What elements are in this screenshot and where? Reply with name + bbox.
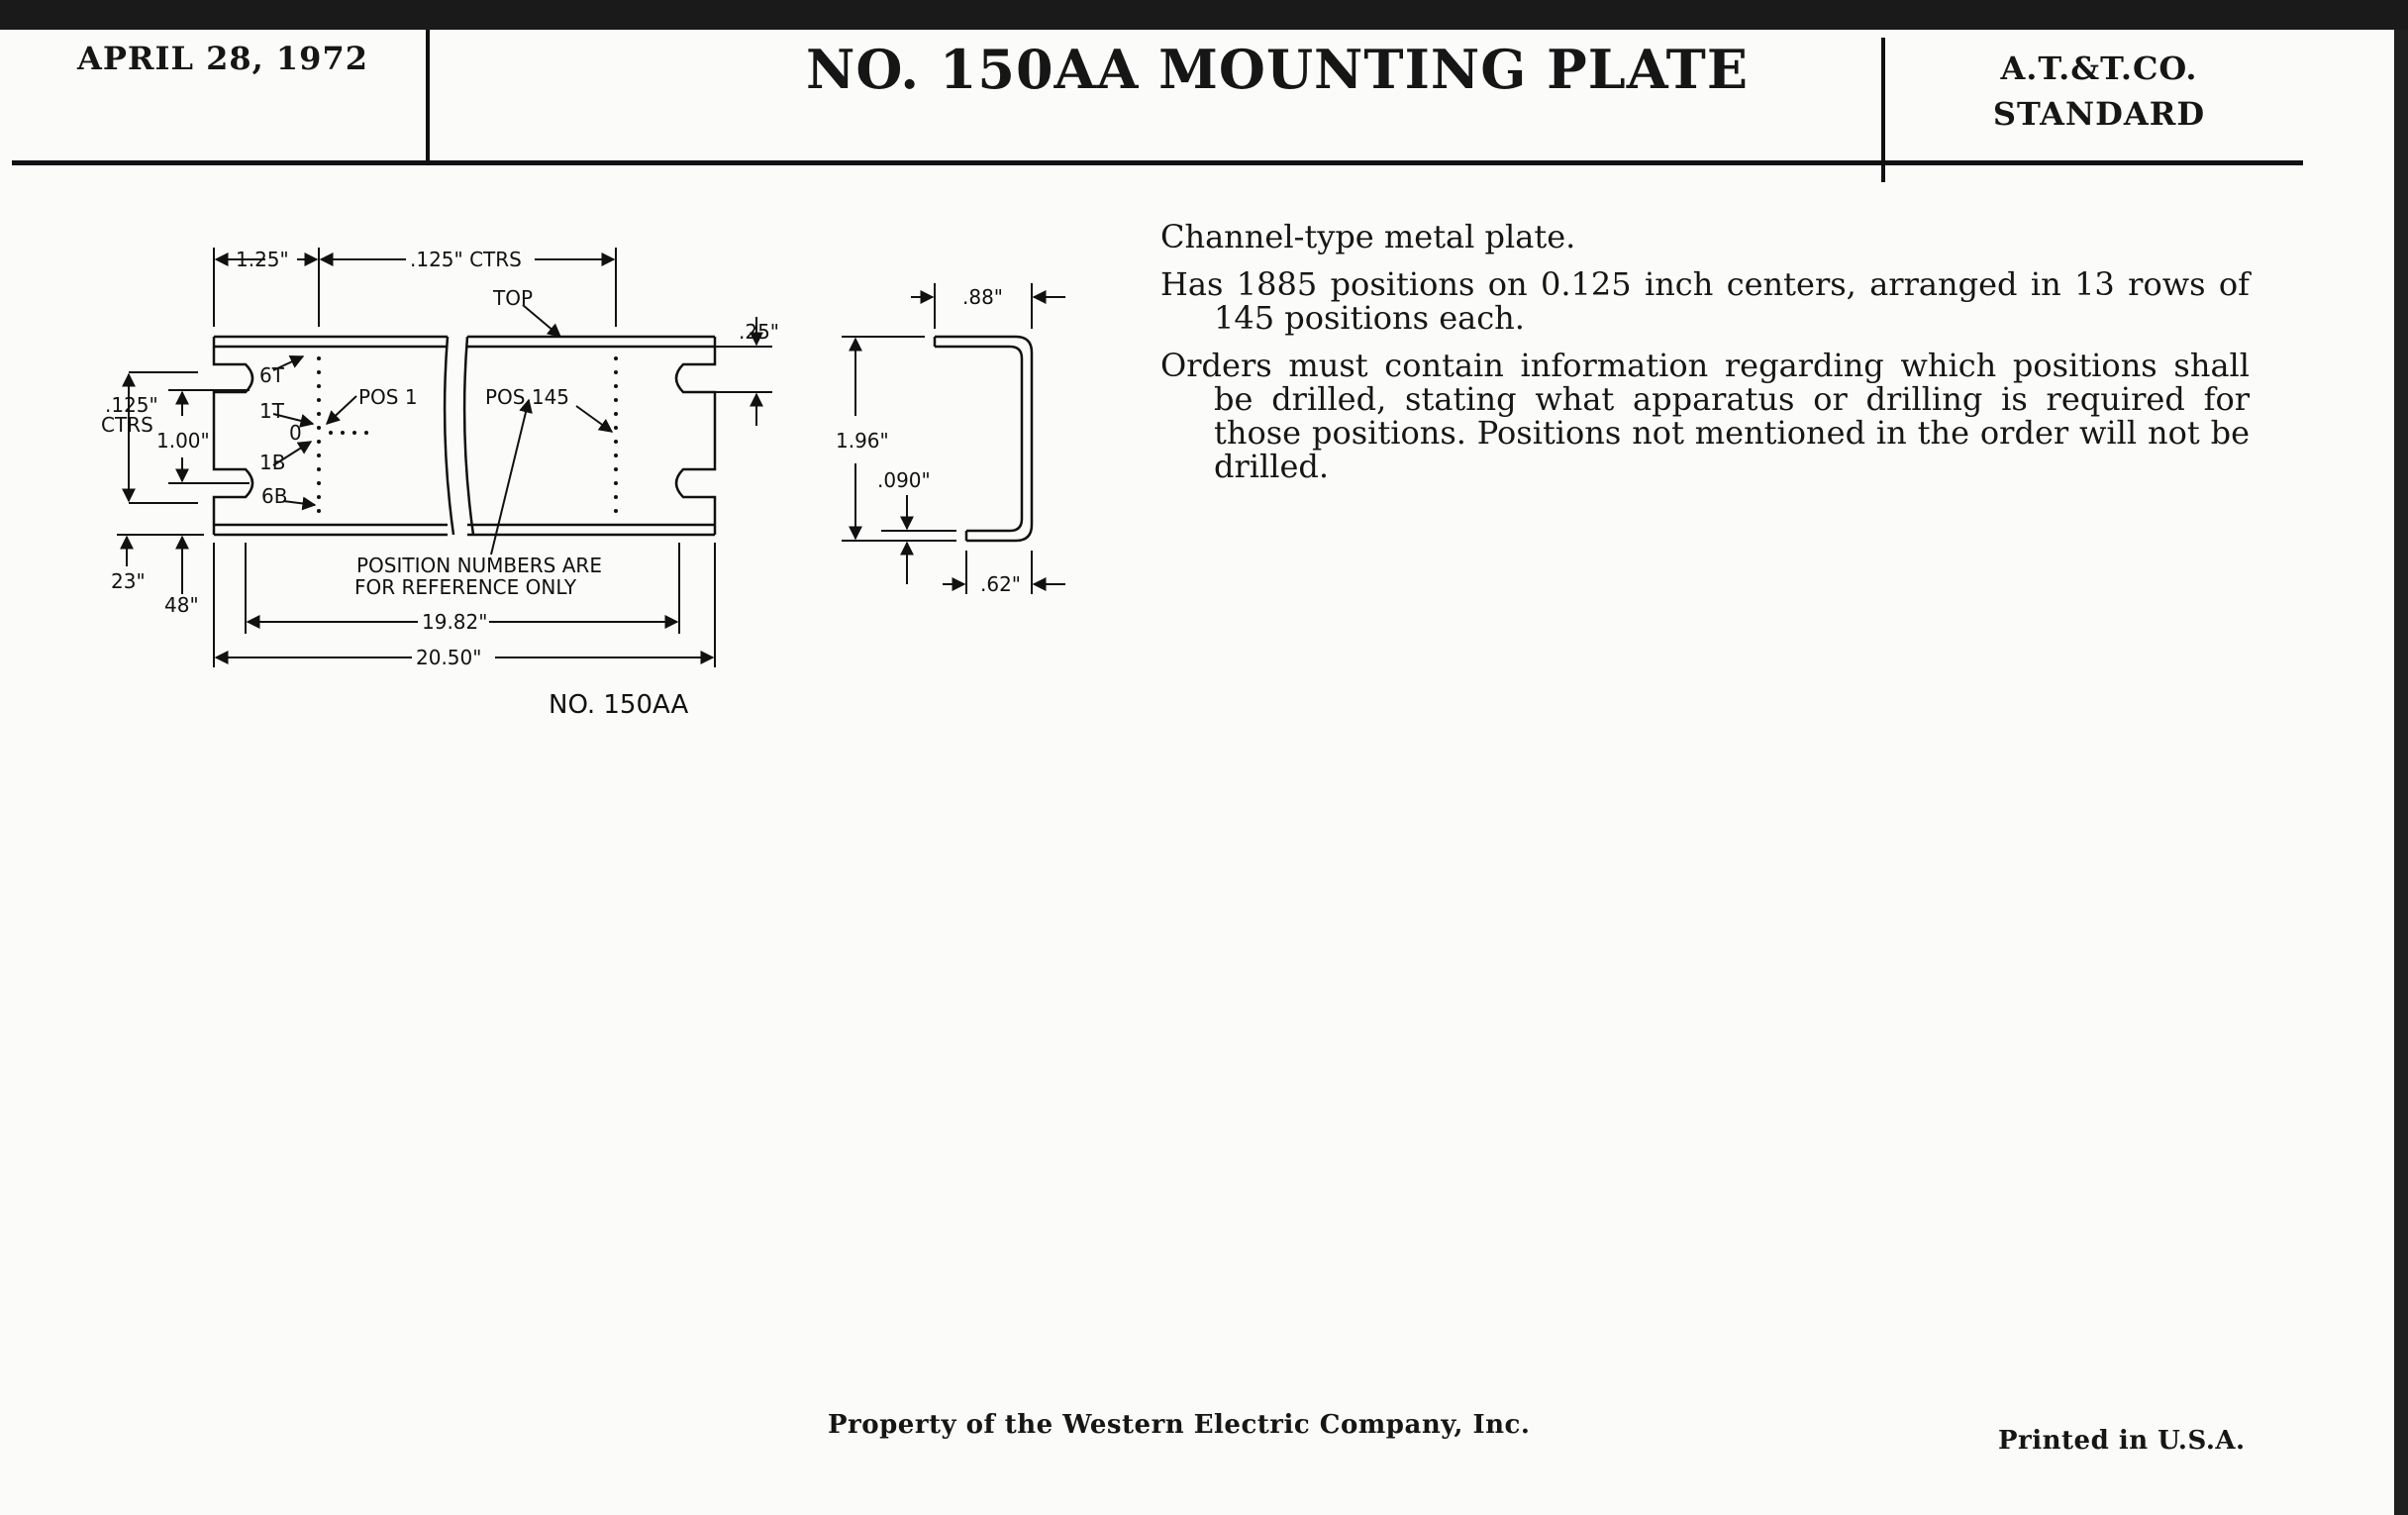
page-title: NO. 150AA MOUNTING PLATE bbox=[806, 38, 1749, 101]
standard-line-2: STANDARD bbox=[1992, 95, 2206, 133]
dim-row-ctrs-value: .125" bbox=[105, 393, 158, 417]
issue-date: APRIL 28, 1972 bbox=[77, 40, 368, 77]
dim-centers: .125" CTRS bbox=[410, 248, 522, 271]
dim-total-length: 20.50" bbox=[416, 646, 482, 669]
note-line-1: POSITION NUMBERS ARE bbox=[356, 554, 602, 577]
label-top: TOP bbox=[493, 286, 534, 310]
dim-left-margin: 1.25" bbox=[236, 248, 289, 271]
dim-notch: .25" bbox=[739, 320, 780, 344]
end-dim-height: 1.96" bbox=[836, 429, 889, 453]
plate-left-end bbox=[214, 337, 252, 535]
break-line-right bbox=[464, 337, 473, 535]
description-paragraph: Has 1885 positions on 0.125 inch centers, arranged in 13 rows of 145 positions each. bbox=[1160, 265, 2250, 337]
property-notice: Property of the Western Electric Company, Inc. bbox=[828, 1410, 1531, 1440]
end-dim-thickness: .090" bbox=[877, 468, 931, 492]
dim-inner-length: 19.82" bbox=[422, 610, 488, 634]
plate-right-end bbox=[676, 337, 715, 535]
label-pos-145: POS 145 bbox=[485, 385, 570, 409]
end-dim-flange-bottom: .62" bbox=[980, 572, 1022, 596]
dim-bottom-a: 23" bbox=[111, 569, 146, 593]
dim-height-inner: 1.00" bbox=[156, 429, 210, 453]
drawing-caption: NO. 150AA bbox=[549, 690, 689, 720]
description-paragraph: Orders must contain information regarding which positions shall be drilled, stating what apparatus or drilling is required for those positions. Positions not mentioned in the order will not be drilled. bbox=[1160, 347, 2250, 485]
channel-outer bbox=[935, 337, 1032, 541]
dim-row-ctrs-unit: CTRS bbox=[101, 413, 153, 437]
end-dim-flange-top: .88" bbox=[962, 285, 1004, 309]
row-label-1t: 1T bbox=[259, 399, 284, 423]
printed-notice: Printed in U.S.A. bbox=[1998, 1426, 2246, 1456]
dim-bottom-b: 48" bbox=[164, 593, 199, 617]
description-paragraph: Channel-type metal plate. bbox=[1160, 218, 1576, 255]
label-pos-1: POS 1 bbox=[358, 385, 418, 409]
standard-line-1: A.T.&T.CO. bbox=[2000, 50, 2198, 87]
row-label-6b: 6B bbox=[261, 484, 288, 508]
note-line-2: FOR REFERENCE ONLY bbox=[354, 575, 577, 599]
channel-inner bbox=[935, 347, 1022, 531]
row-label-6t: 6T bbox=[259, 363, 284, 387]
break-line-left bbox=[445, 337, 453, 535]
row-label-0: 0 bbox=[289, 421, 302, 445]
row-label-1b: 1B bbox=[259, 451, 286, 474]
description bbox=[1160, 220, 2250, 497]
